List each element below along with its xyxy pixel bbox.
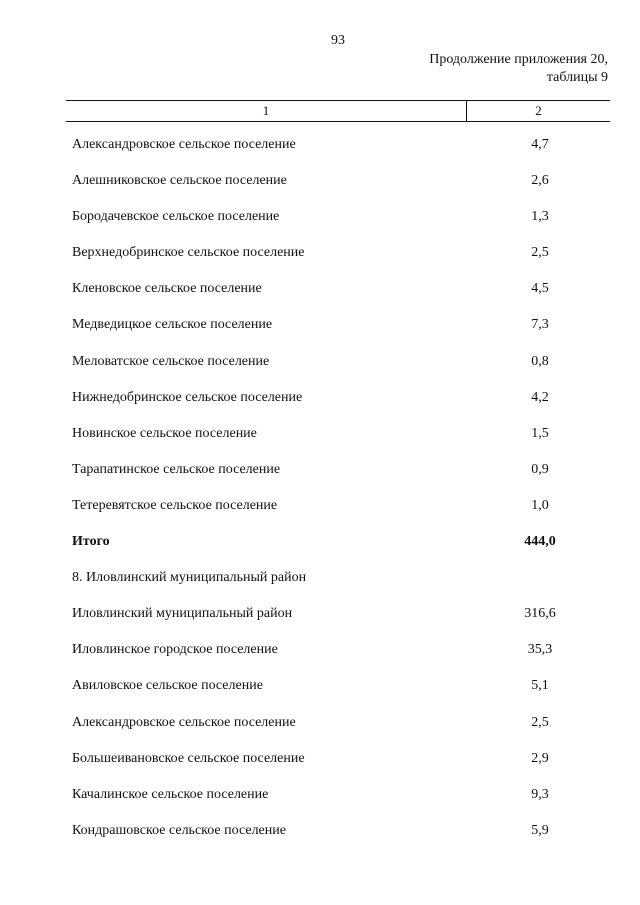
row-value: 0,8 xyxy=(531,353,549,369)
row-value: 9,3 xyxy=(531,786,549,802)
table-row xyxy=(0,453,640,489)
column-1-header: 1 xyxy=(66,101,467,121)
table-header xyxy=(66,100,610,122)
row-value: 2,9 xyxy=(531,750,549,766)
row-value: 2,5 xyxy=(531,245,549,261)
row-name: Новинское сельское поселение xyxy=(72,425,257,441)
total-row xyxy=(0,525,640,561)
row-value: 1,5 xyxy=(531,425,549,441)
row-name: Кондрашовское сельское поселение xyxy=(72,822,286,838)
table-body xyxy=(0,128,640,850)
row-name: Александровское сельское поселение xyxy=(72,714,296,730)
row-name: Авиловское сельское поселение xyxy=(72,678,263,694)
row-value: 1,0 xyxy=(531,497,549,513)
row-value: 35,3 xyxy=(527,642,553,658)
page-number: 93 xyxy=(331,33,345,48)
row-name: Алешниковское сельское поселение xyxy=(72,173,287,189)
row-name: Иловлинский муниципальный район xyxy=(72,606,293,622)
row-value: 5,1 xyxy=(531,678,549,694)
row-value: 2,5 xyxy=(531,714,549,730)
table-row xyxy=(0,272,640,308)
table-row xyxy=(0,417,640,453)
row-name: Иловлинское городское поселение xyxy=(72,642,278,658)
continuation-line-2: таблицы 9 xyxy=(546,70,608,85)
row-value: 0,9 xyxy=(531,461,549,477)
row-value: 4,2 xyxy=(531,389,549,405)
row-value: 1,3 xyxy=(531,209,549,225)
row-name: Тарапатинское сельское поселение xyxy=(72,461,281,477)
table-row xyxy=(0,381,640,417)
table-row xyxy=(0,778,640,814)
total-value: 444,0 xyxy=(524,534,556,550)
total-label: Итого xyxy=(72,534,110,550)
row-value: 5,9 xyxy=(531,822,549,838)
row-value: 7,3 xyxy=(531,317,549,333)
section-heading: 8. Иловлинский муниципальный район xyxy=(72,570,307,586)
table-row xyxy=(0,236,640,272)
table-row xyxy=(0,597,640,633)
row-name: Тетеревятское сельское поселение xyxy=(72,497,278,513)
row-name: Кленовское сельское поселение xyxy=(72,281,262,297)
row-name: Бородачевское сельское поселение xyxy=(72,209,280,225)
row-value: 316,6 xyxy=(524,606,556,622)
row-name: Нижнедобринское сельское поселение xyxy=(72,389,303,405)
row-name: Медведицкое сельское поселение xyxy=(72,317,273,333)
table-row xyxy=(0,345,640,381)
table-row xyxy=(0,128,640,164)
row-value: 4,5 xyxy=(531,281,549,297)
table-row xyxy=(0,308,640,344)
table-row xyxy=(0,164,640,200)
row-name: Большеивановское сельское поселение xyxy=(72,750,305,766)
table-row xyxy=(0,200,640,236)
table-row xyxy=(0,489,640,525)
row-name: Меловатское сельское поселение xyxy=(72,353,270,369)
row-value: 4,7 xyxy=(531,137,549,152)
row-name: Верхнедобринское сельское поселение xyxy=(72,245,305,261)
section-heading-row xyxy=(0,561,640,597)
continuation-line-1: Продолжение приложения 20, xyxy=(429,52,608,67)
table-row xyxy=(0,669,640,705)
table-row xyxy=(0,706,640,742)
row-name: Качалинское сельское поселение xyxy=(72,786,269,802)
column-2-header: 2 xyxy=(535,103,542,118)
continuation-header xyxy=(429,51,608,87)
table-row xyxy=(0,742,640,778)
row-value: 2,6 xyxy=(531,173,549,189)
table-row xyxy=(0,633,640,669)
row-name: Александровское сельское поселение xyxy=(72,137,296,152)
table-row xyxy=(0,814,640,850)
